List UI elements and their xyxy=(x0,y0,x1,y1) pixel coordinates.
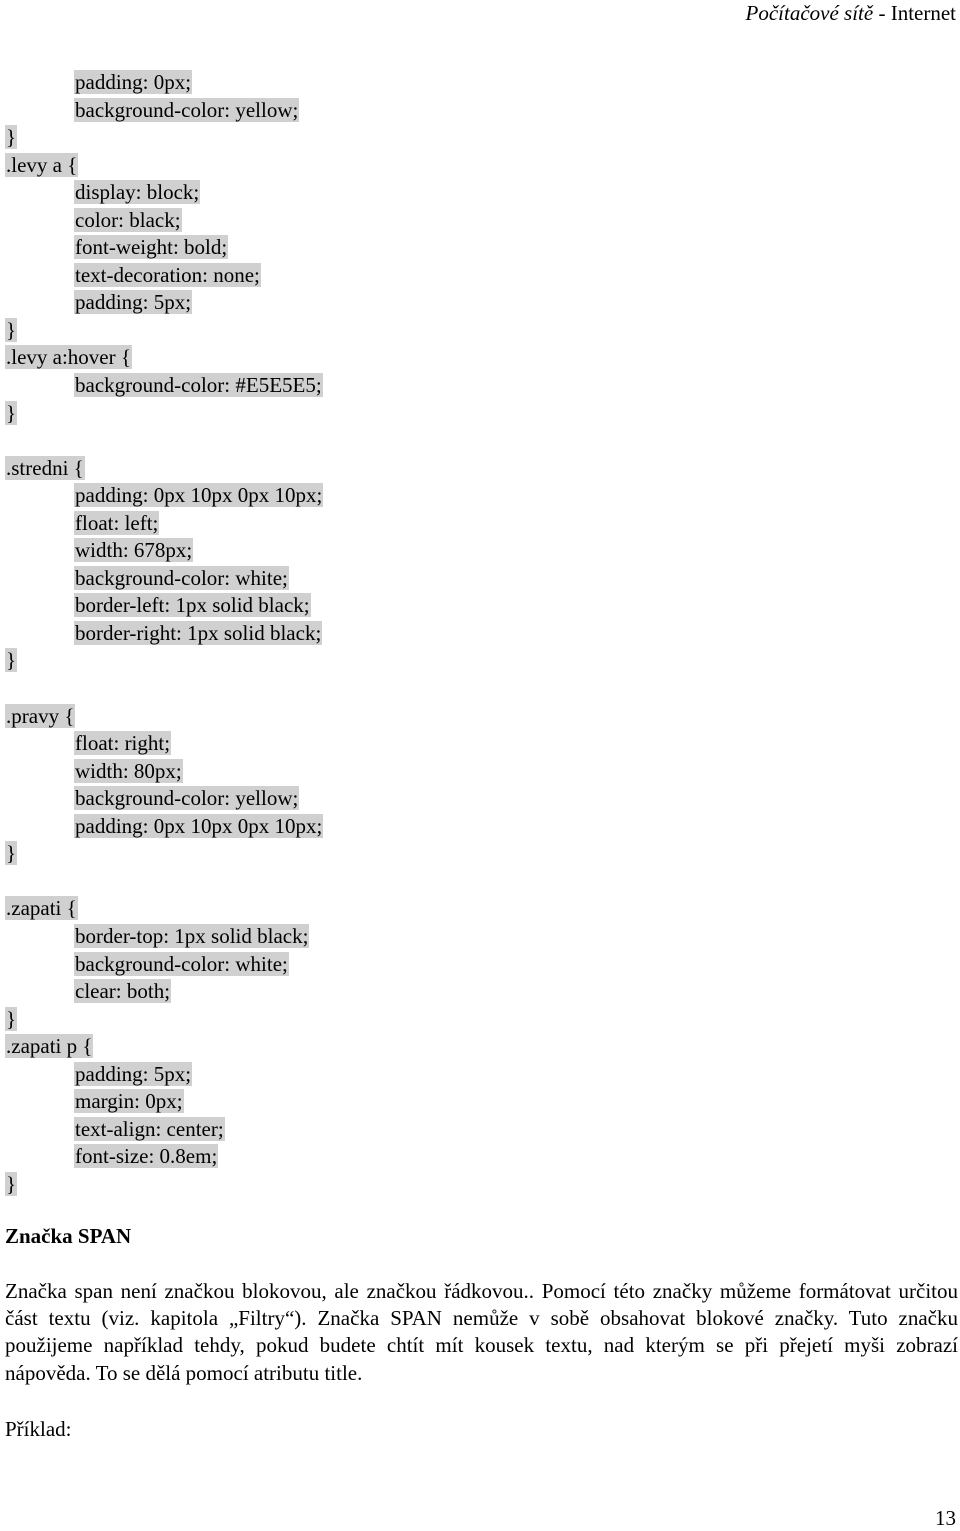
header-title-rest: - Internet xyxy=(873,1,956,25)
code-line xyxy=(5,923,365,951)
code-line xyxy=(5,455,365,483)
code-line xyxy=(5,1088,365,1116)
code-line-text: margin: 0px; xyxy=(75,1089,183,1114)
code-line xyxy=(5,758,365,786)
code-line xyxy=(5,978,365,1006)
code-line-text: } xyxy=(6,1006,17,1031)
code-line xyxy=(5,1143,365,1171)
code-line-text: padding: 5px; xyxy=(75,290,192,315)
code-line-text: background-color: #E5E5E5; xyxy=(75,373,322,398)
code-line xyxy=(5,813,365,841)
code-line-text: border-right: 1px solid black; xyxy=(75,620,322,645)
code-line xyxy=(5,951,365,979)
code-line-text: padding: 0px; xyxy=(75,70,192,94)
code-line xyxy=(5,675,365,703)
code-line-text: background-color: white; xyxy=(75,565,288,590)
code-line-text: border-left: 1px solid black; xyxy=(75,593,310,618)
code-line-text: padding: 0px 10px 0px 10px; xyxy=(75,813,323,838)
code-line xyxy=(5,69,365,97)
code-line xyxy=(5,97,365,125)
code-line-text: border-top: 1px solid black; xyxy=(75,923,309,948)
code-line xyxy=(5,730,365,758)
code-line xyxy=(5,317,365,345)
code-line xyxy=(5,344,365,372)
code-line-text: .zapati { xyxy=(6,896,77,921)
code-line-text: text-decoration: none; xyxy=(75,262,260,287)
code-line xyxy=(5,482,365,510)
css-code-block xyxy=(5,69,365,1198)
code-line xyxy=(5,207,365,235)
example-label: Příklad: xyxy=(5,1417,72,1441)
code-line-text: .levy a:hover { xyxy=(6,345,131,370)
code-line xyxy=(5,868,365,896)
code-line-text: background-color: yellow; xyxy=(75,786,299,811)
code-line xyxy=(5,510,365,538)
code-line xyxy=(5,372,365,400)
code-line xyxy=(5,400,365,428)
code-line-text: } xyxy=(6,400,17,425)
code-line xyxy=(5,262,365,290)
code-line-text: padding: 5px; xyxy=(75,1061,192,1086)
code-line xyxy=(5,427,365,455)
code-line-text: width: 678px; xyxy=(75,538,193,563)
code-line-text: font-size: 0.8em; xyxy=(75,1144,218,1169)
code-line xyxy=(5,537,365,565)
code-line xyxy=(5,620,365,648)
code-line-text: font-weight: bold; xyxy=(75,235,228,260)
code-line xyxy=(5,234,365,262)
code-line-text: clear: both; xyxy=(75,979,171,1004)
code-line xyxy=(5,152,365,180)
code-line-text: } xyxy=(6,648,17,673)
code-line-text: } xyxy=(6,1171,17,1196)
code-line-text: width: 80px; xyxy=(75,758,182,783)
code-line xyxy=(5,1116,365,1144)
code-line-text: display: block; xyxy=(75,180,200,205)
code-line xyxy=(5,592,365,620)
code-line xyxy=(5,565,365,593)
code-line-text: .zapati p { xyxy=(6,1034,93,1059)
code-line-text: .stredni { xyxy=(6,455,84,480)
code-line xyxy=(5,179,365,207)
code-line-text: float: left; xyxy=(75,510,159,535)
code-line-text: color: black; xyxy=(75,207,181,232)
page-header xyxy=(746,0,957,26)
code-line xyxy=(5,1171,365,1199)
code-line xyxy=(5,703,365,731)
page-number: 13 xyxy=(935,1506,956,1530)
code-line-text: padding: 0px 10px 0px 10px; xyxy=(75,483,323,508)
code-line-text: float: right; xyxy=(75,731,171,756)
code-line-text: } xyxy=(6,125,17,150)
section-heading: Značka SPAN xyxy=(5,1224,132,1248)
code-line xyxy=(5,840,365,868)
code-line xyxy=(5,895,365,923)
code-line-text: text-align: center; xyxy=(75,1116,224,1141)
section-paragraph: Značka span není značkou blokovou, ale značkou řádkovou.. Pomocí této značky můžeme formátovat určitou část textu (viz. kapitola „Filtry“). Značka SPAN nemůže v sobě obsahovat blokové značky. Tuto značku použijeme například tehdy, pokud budete chtít mít kousek textu, nad kterým se při přejetí myši zobrazí nápověda. To se dělá pomocí atributu title. xyxy=(5,1279,958,1385)
code-line-text: background-color: yellow; xyxy=(75,97,299,122)
code-line-text: } xyxy=(6,841,17,866)
code-line xyxy=(5,1061,365,1089)
code-line-text: } xyxy=(6,317,17,342)
code-line xyxy=(5,124,365,152)
code-line-text: background-color: white; xyxy=(75,951,288,976)
code-line-text: .levy a { xyxy=(6,152,78,177)
code-line xyxy=(5,289,365,317)
code-line-text: .pravy { xyxy=(6,703,75,728)
code-line xyxy=(5,1033,365,1061)
code-line xyxy=(5,1006,365,1034)
code-line xyxy=(5,647,365,675)
header-title-italic: Počítačové sítě xyxy=(745,1,874,25)
code-line xyxy=(5,785,365,813)
